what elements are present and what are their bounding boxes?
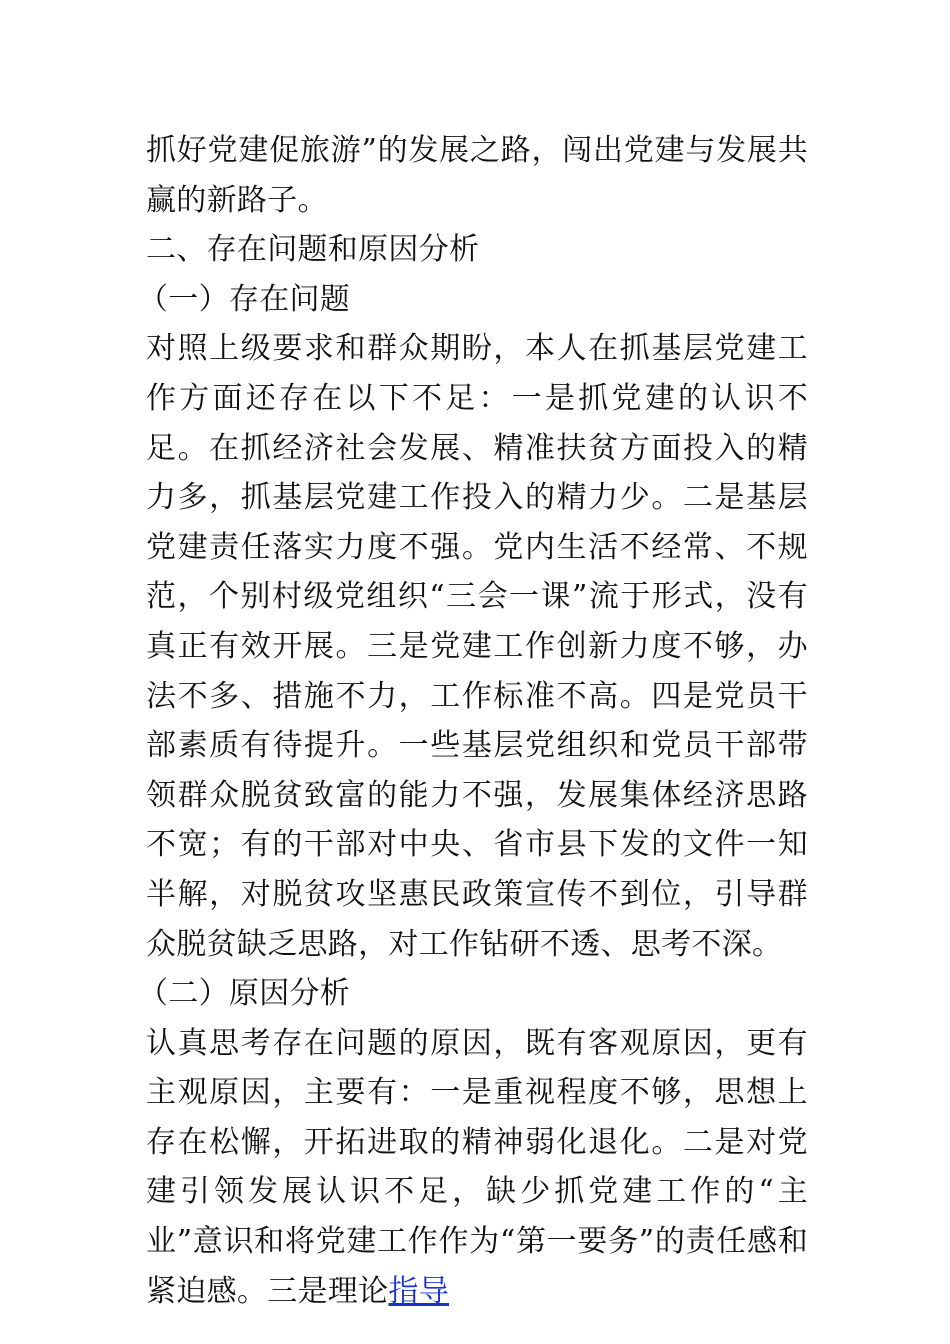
causes-paragraph bbox=[146, 1019, 808, 1317]
sub-one-heading: （一）存在问题 bbox=[138, 281, 351, 317]
causes-paragraph-text: 认真思考存在问题的原因，既有客观原因，更有主观原因，主要有：一是重视程度不够，思想上存在松懈，开拓进取的精神弱化退化。二是对党建引领发展认识不足，缺少抓党建工作的“主业”意识和将党建工作作为“第一要务”的责任感和紧迫感。三是理论 bbox=[146, 1025, 808, 1309]
guidance-link[interactable]: 指导 bbox=[388, 1273, 450, 1309]
section-two-heading: 二、存在问题和原因分析 bbox=[146, 232, 480, 268]
problems-paragraph: 对照上级要求和群众期盼，本人在抓基层党建工作方面还存在以下不足：一是抓党建的认识不足。在抓经济社会发展、精准扶贫方面投入的精力多，抓基层党建工作投入的精力少。二是基层党建责任落实力度不强。党内生活不经常、不规范，个别村级党组织“三会一课”流于形式，没有真正有效开展。三是党建工作创新力度不够，办法不多、措施不力，工作标准不高。四是党员干部素质有待提升。一些基层党组织和党员干部带领群众脱贫致富的能力不强，发展集体经济思路不宽；有的干部对中央、省市县下发的文件一知半解，对脱贫攻坚惠民政策宣传不到位，引导群众脱贫缺乏思路，对工作钻研不透、思考不深。 bbox=[146, 331, 808, 962]
document-body bbox=[138, 126, 808, 1316]
intro-paragraph: 抓好党建促旅游”的发展之路，闯出党建与发展共赢的新路子。 bbox=[146, 133, 808, 218]
sub-two-heading: （二）原因分析 bbox=[138, 976, 351, 1012]
